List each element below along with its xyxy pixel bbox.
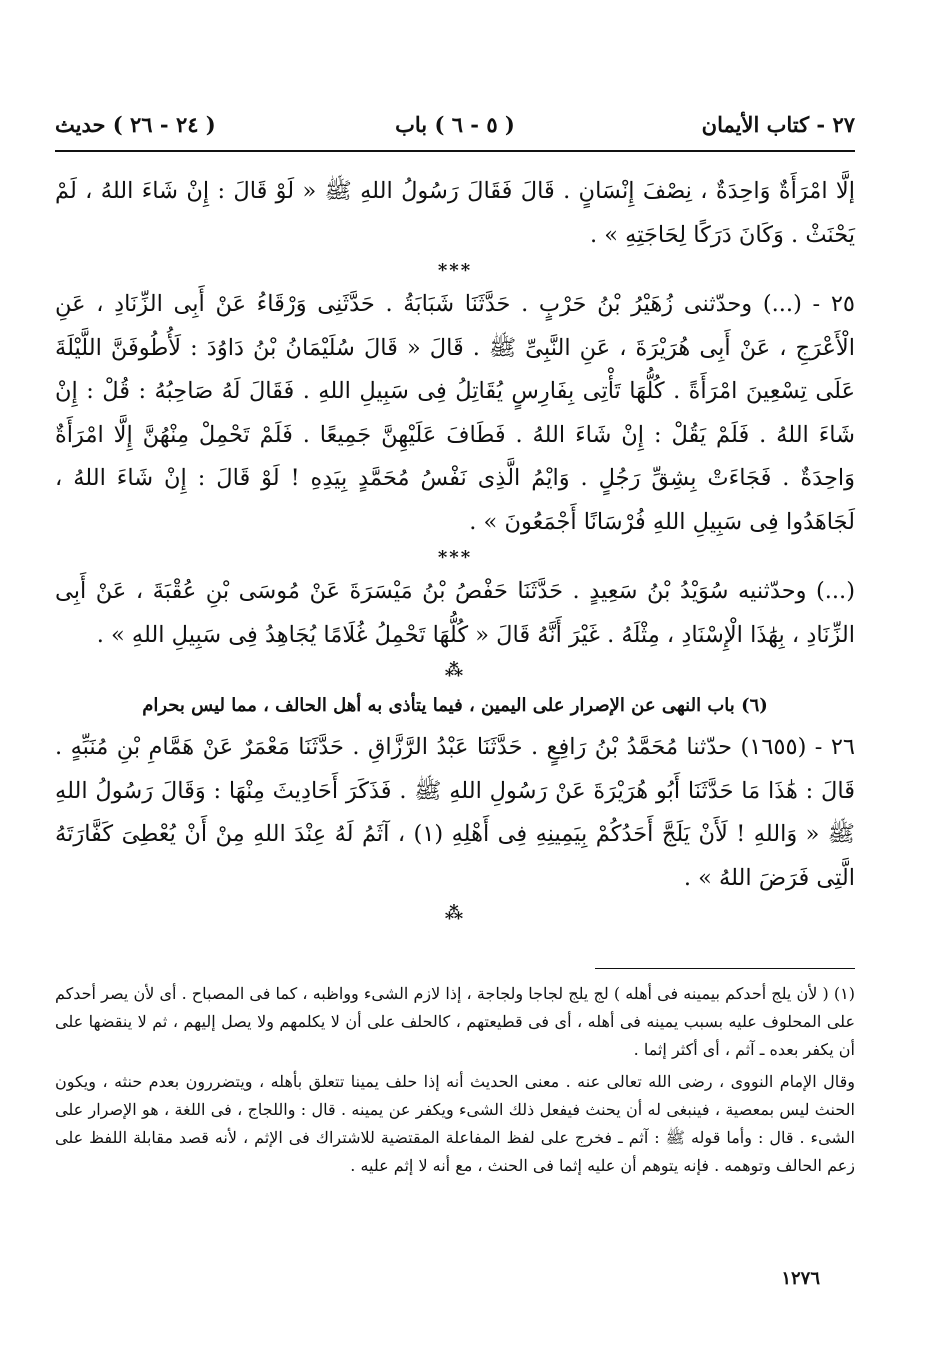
header-rule: [55, 150, 855, 152]
separator-asterism: ⁂: [444, 660, 466, 681]
running-header: [55, 112, 855, 148]
footnote-1: (١) ( لأن يلج أحدكم بيمينه فى أهله ) لج يلج لجاجا ولجاجة ، إذا لازم الشىء وواظبه ، كما فى المصباح . أى لأن يصر أحدكم على المحلوف عليه بسبب يمينه فى أهله ، أى فى قطيعتهم ، كالحلف على أن لا يكلمهم ولا يصل إليهم ، ثم لا ينقضها على أن يكفر بعده ـ آثم ، أى أكثر إثما .: [55, 984, 856, 1059]
page-number: ١٢٧٦: [781, 1268, 820, 1289]
hadith-25: ٢٥ - (...) وحدّثنى زُهَيْرُ بْنُ حَرْبٍ . حَدَّثَنَا شَبَابَةُ . حَدَّثَنِى وَرْقَاءُ عَنْ أَبِى الزِّنَادِ ، عَنِ الْأَعْرَجِ ، عَنْ أَبِى هُرَيْرَةَ ، عَنِ النَّبِىِّ ﷺ . قَالَ « قَالَ سُلَيْمَانُ بْنُ دَاوُدَ : لَأُطُوفَنَّ اللَّيْلَةَ عَلَى تِسْعِينَ امْرَأَةً . كُلُّهَا تَأْتِى بِفَارِسٍ يُقَاتِلُ فِى سَبِيلِ اللهِ . فَقَالَ لَهُ صَاحِبُهُ : قُلْ : إِنْ شَاءَ اللهُ . فَلَمْ يَقُلْ : إِنْ شَاءَ اللهُ . فَطَافَ عَلَيْهِنَّ جَمِيعًا . فَلَمْ تَحْمِلْ مِنْهُنَّ إِلَّا امْرَأَةٌ وَاحِدَةٌ . فَجَاءَتْ بِشِقِّ رَجُلٍ . وَايْمُ الَّذِى نَفْسُ مُحَمَّدٍ بِيَدِهِ ! لَوْ قَالَ : إِنْ شَاءَ اللهُ ، لَجَاهَدُوا فِى سَبِيلِ اللهِ فُرْسَانًا أَجْمَعُونَ » .: [55, 291, 855, 535]
header-book-title: ٢٧ - كتاب الأيمان: [701, 112, 855, 137]
main-text: [55, 170, 855, 926]
footnote-1-commentary: وقال الإمام النووى ، رضى الله تعالى عنه . معنى الحديث أنه إذا حلف يمينا تتعلق بأهله ، ويتضررون بعدم حنثه ، ويكون الحنث ليس بمعصية ، فينبغى له أن يحنث فيفعل ذلك الشىء ويكفر عن يمينه . قال : واللجاج ، فى اللغة ، هو الإصرار على الشىء . قال : وأما قوله ﷺ : آثم ـ فخرج على لفظ المفاعلة المقتضية للاشتراك فى الإثم ، لأنه قصد مقابلة اللفظ على زعم الحالف وتوهمه . فإنه يتوهم أن عليه إثما فى الحنث ، مع أنه لا إثم عليه .: [55, 1072, 855, 1175]
footnote-rule: [595, 968, 855, 969]
header-chapter-range: ( ٥ - ٦ ) باب: [395, 112, 515, 137]
separator-stars: ***: [437, 260, 473, 281]
chapter-heading: (٦) باب النهى عن الإصرار على اليمين ، فيما يتأذى به أهل الحالف ، مما ليس بحرام: [142, 695, 768, 716]
hadith-25-variant: (...) وحدّثنيه سُوَيْدُ بْنُ سَعِيدٍ . حَدَّثَنَا حَفْصُ بْنُ مَيْسَرَةَ عَنْ مُوسَى بْنِ عُقْبَةَ ، عَنْ أَبِى الزِّنَادِ ، بِهَٰذَا الْإِسْنَادِ ، مِثْلَهُ . غَيْرَ أَنَّهُ قَالَ « كُلُّهَا تَحْمِلُ غُلَامًا يُجَاهِدُ فِى سَبِيلِ اللهِ » .: [55, 578, 855, 648]
separator-asterism: ⁂: [444, 903, 466, 924]
header-hadith-range: ( ٢٤ - ٢٦ ) حديث: [55, 112, 216, 137]
hadith-26: ٢٦ - (١٦٥٥) حدّثنا مُحَمَّدُ بْنُ رَافِعٍ . حَدَّثَنَا عَبْدُ الرَّزَّاقِ . حَدَّثَنَا مَعْمَرٌ عَنْ هَمَّامِ بْنِ مُنَبِّهٍ . قَالَ : هَٰذَا مَا حَدَّثَنَا أَبُو هُرَيْرَةَ عَنْ رَسُولِ اللهِ ﷺ . فَذَكَرَ أَحَادِيثَ مِنْهَا : وَقَالَ رَسُولُ اللهِ ﷺ « وَاللهِ ! لَأَنْ يَلَجَّ أَحَدُكُمْ بِيَمِينِهِ فِى أَهْلِهِ (١) ، آثَمُ لَهُ عِنْدَ اللهِ مِنْ أَنْ يُعْطِىَ كَفَّارَتَهُ الَّتِى فَرَضَ اللهُ » .: [55, 734, 855, 891]
paragraph-continuation: إلَّا امْرَأَةٌ وَاحِدَةٌ ، نِصْفَ إِنْسَانٍ . قَالَ فَقَالَ رَسُولُ اللهِ ﷺ « لَوْ قَالَ : إِنْ شَاءَ اللهُ ، لَمْ يَحْنَثْ . وَكَانَ دَرَكًا لِحَاجَتِهِ » .: [55, 178, 855, 248]
footnotes: [55, 980, 855, 1184]
separator-stars: ***: [437, 547, 473, 568]
